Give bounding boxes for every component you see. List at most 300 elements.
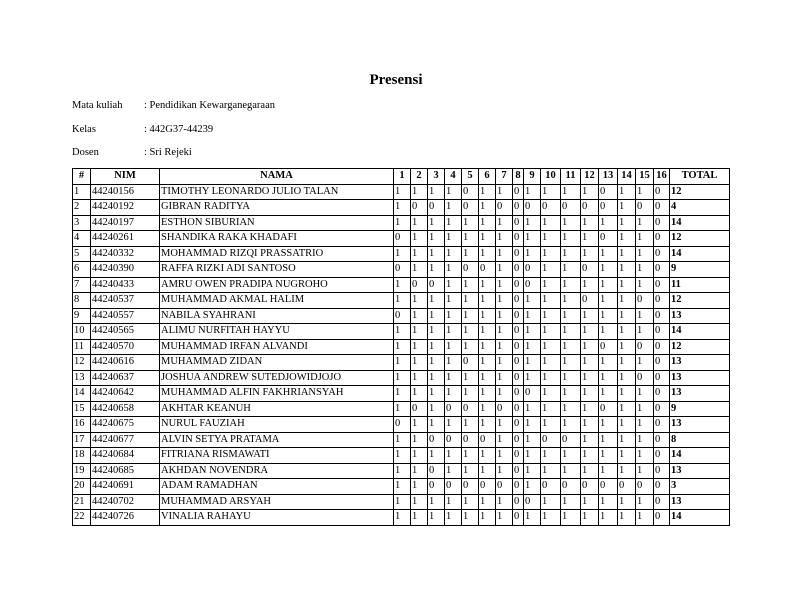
attendance-cell: 0: [654, 401, 670, 417]
attendance-cell: 0: [654, 293, 670, 309]
name-cell: TIMOTHY LEONARDO JULIO TALAN: [160, 184, 394, 200]
row-number-cell: 14: [73, 386, 91, 402]
attendance-cell: 1: [445, 293, 462, 309]
attendance-cell: 1: [411, 448, 428, 464]
name-cell: MUHAMMAD ARSYAH: [160, 494, 394, 510]
total-cell: 4: [670, 200, 730, 216]
attendance-cell: 1: [581, 417, 599, 433]
name-cell: AKHDAN NOVENDRA: [160, 463, 394, 479]
column-header: TOTAL: [670, 169, 730, 185]
attendance-cell: 1: [445, 448, 462, 464]
attendance-cell: 1: [541, 215, 561, 231]
total-cell: 13: [670, 308, 730, 324]
attendance-cell: 1: [479, 231, 496, 247]
attendance-cell: 1: [428, 448, 445, 464]
attendance-cell: 1: [479, 324, 496, 340]
attendance-cell: 1: [636, 494, 654, 510]
attendance-cell: 1: [636, 262, 654, 278]
attendance-cell: 1: [561, 417, 581, 433]
attendance-cell: 1: [479, 386, 496, 402]
attendance-cell: 1: [445, 324, 462, 340]
attendance-cell: 1: [636, 324, 654, 340]
attendance-cell: 1: [394, 432, 411, 448]
attendance-cell: 0: [654, 308, 670, 324]
nim-cell: 44240637: [91, 370, 160, 386]
attendance-cell: 1: [636, 277, 654, 293]
column-header: 8: [513, 169, 524, 185]
attendance-cell: 1: [411, 494, 428, 510]
attendance-cell: 1: [561, 370, 581, 386]
attendance-cell: 1: [561, 463, 581, 479]
attendance-cell: 1: [618, 262, 636, 278]
attendance-cell: 0: [581, 479, 599, 495]
attendance-cell: 1: [394, 339, 411, 355]
row-number-cell: 9: [73, 308, 91, 324]
attendance-cell: 1: [479, 339, 496, 355]
attendance-cell: 1: [394, 355, 411, 371]
attendance-cell: 1: [394, 246, 411, 262]
attendance-cell: 1: [411, 262, 428, 278]
attendance-cell: 0: [599, 401, 618, 417]
attendance-cell: 0: [654, 339, 670, 355]
attendance-cell: 1: [541, 494, 561, 510]
attendance-cell: 1: [599, 463, 618, 479]
attendance-cell: 1: [394, 324, 411, 340]
table-row: [73, 355, 730, 371]
attendance-cell: 0: [654, 231, 670, 247]
attendance-cell: 1: [618, 510, 636, 526]
attendance-cell: 1: [541, 339, 561, 355]
attendance-cell: 1: [411, 308, 428, 324]
attendance-cell: 0: [541, 479, 561, 495]
attendance-cell: 1: [479, 277, 496, 293]
attendance-cell: 1: [428, 401, 445, 417]
total-cell: 13: [670, 355, 730, 371]
attendance-cell: 1: [394, 494, 411, 510]
attendance-cell: 1: [496, 277, 513, 293]
attendance-cell: 1: [524, 293, 541, 309]
attendance-cell: 1: [599, 494, 618, 510]
column-header: 3: [428, 169, 445, 185]
attendance-cell: 1: [561, 184, 581, 200]
total-cell: 9: [670, 262, 730, 278]
attendance-cell: 1: [445, 200, 462, 216]
attendance-cell: 0: [445, 479, 462, 495]
nim-cell: 44240616: [91, 355, 160, 371]
attendance-cell: 1: [561, 401, 581, 417]
attendance-cell: 0: [541, 200, 561, 216]
attendance-cell: 1: [479, 510, 496, 526]
attendance-cell: 1: [411, 432, 428, 448]
attendance-cell: 1: [636, 231, 654, 247]
attendance-cell: 1: [411, 510, 428, 526]
attendance-cell: 1: [636, 215, 654, 231]
attendance-cell: 0: [524, 277, 541, 293]
row-number-cell: 7: [73, 277, 91, 293]
name-cell: NABILA SYAHRANI: [160, 308, 394, 324]
total-cell: 11: [670, 277, 730, 293]
table-row: [73, 184, 730, 200]
attendance-cell: 1: [496, 494, 513, 510]
attendance-cell: 1: [618, 293, 636, 309]
attendance-cell: 1: [445, 355, 462, 371]
attendance-cell: 1: [411, 370, 428, 386]
row-number-cell: 16: [73, 417, 91, 433]
attendance-cell: 1: [462, 215, 479, 231]
table-row: [73, 432, 730, 448]
attendance-cell: 1: [581, 386, 599, 402]
table-row: [73, 463, 730, 479]
attendance-cell: 1: [524, 510, 541, 526]
attendance-cell: 0: [513, 293, 524, 309]
attendance-cell: 1: [636, 448, 654, 464]
attendance-cell: 1: [445, 308, 462, 324]
attendance-cell: 1: [411, 355, 428, 371]
attendance-cell: 1: [428, 339, 445, 355]
attendance-cell: 0: [654, 355, 670, 371]
name-cell: GIBRAN RADITYA: [160, 200, 394, 216]
attendance-cell: 1: [462, 494, 479, 510]
attendance-cell: 1: [581, 463, 599, 479]
column-header: 4: [445, 169, 462, 185]
row-number-cell: 15: [73, 401, 91, 417]
table-row: [73, 308, 730, 324]
row-number-cell: 19: [73, 463, 91, 479]
attendance-cell: 0: [581, 200, 599, 216]
attendance-cell: 0: [599, 479, 618, 495]
attendance-cell: 1: [445, 339, 462, 355]
total-cell: 12: [670, 184, 730, 200]
attendance-cell: 1: [599, 510, 618, 526]
total-cell: 13: [670, 370, 730, 386]
attendance-cell: 0: [428, 463, 445, 479]
row-number-cell: 6: [73, 262, 91, 278]
attendance-cell: 1: [394, 479, 411, 495]
column-header: 11: [561, 169, 581, 185]
row-number-cell: 8: [73, 293, 91, 309]
attendance-cell: 0: [599, 200, 618, 216]
attendance-cell: 1: [561, 355, 581, 371]
row-number-cell: 20: [73, 479, 91, 495]
attendance-cell: 1: [479, 308, 496, 324]
attendance-cell: 1: [445, 262, 462, 278]
attendance-cell: 0: [541, 432, 561, 448]
attendance-cell: 1: [479, 215, 496, 231]
attendance-cell: 1: [428, 215, 445, 231]
attendance-cell: 1: [541, 370, 561, 386]
attendance-cell: 0: [513, 231, 524, 247]
column-header: 16: [654, 169, 670, 185]
attendance-cell: 1: [561, 324, 581, 340]
column-header: NAMA: [160, 169, 394, 185]
attendance-cell: 1: [541, 510, 561, 526]
nim-cell: 44240658: [91, 401, 160, 417]
attendance-cell: 0: [394, 262, 411, 278]
attendance-cell: 1: [496, 184, 513, 200]
attendance-cell: 0: [428, 200, 445, 216]
attendance-cell: 1: [479, 494, 496, 510]
attendance-cell: 0: [636, 293, 654, 309]
attendance-cell: 1: [394, 200, 411, 216]
attendance-cell: 1: [599, 417, 618, 433]
attendance-cell: 1: [561, 231, 581, 247]
attendance-cell: 1: [561, 293, 581, 309]
column-header: NIM: [91, 169, 160, 185]
attendance-cell: 0: [654, 370, 670, 386]
attendance-cell: 1: [496, 324, 513, 340]
row-number-cell: 5: [73, 246, 91, 262]
attendance-cell: 0: [513, 479, 524, 495]
attendance-cell: 1: [462, 463, 479, 479]
attendance-cell: 1: [636, 463, 654, 479]
attendance-cell: 0: [599, 184, 618, 200]
attendance-cell: 1: [394, 386, 411, 402]
attendance-cell: 0: [445, 401, 462, 417]
nim-cell: 44240390: [91, 262, 160, 278]
attendance-cell: 1: [541, 246, 561, 262]
attendance-cell: 1: [411, 324, 428, 340]
attendance-cell: 1: [428, 386, 445, 402]
nim-cell: 44240702: [91, 494, 160, 510]
attendance-cell: 1: [581, 510, 599, 526]
attendance-cell: 1: [394, 277, 411, 293]
nim-cell: 44240565: [91, 324, 160, 340]
attendance-cell: 1: [618, 386, 636, 402]
attendance-cell: 0: [636, 370, 654, 386]
attendance-cell: 1: [428, 262, 445, 278]
attendance-cell: 1: [394, 401, 411, 417]
total-cell: 9: [670, 401, 730, 417]
attendance-cell: 1: [541, 293, 561, 309]
row-number-cell: 12: [73, 355, 91, 371]
attendance-cell: 0: [654, 246, 670, 262]
attendance-cell: 1: [524, 432, 541, 448]
name-cell: AMRU OWEN PRADIPA NUGROHO: [160, 277, 394, 293]
attendance-cell: 0: [513, 401, 524, 417]
attendance-cell: 1: [524, 417, 541, 433]
name-cell: AKHTAR KEANUH: [160, 401, 394, 417]
attendance-cell: 1: [445, 231, 462, 247]
nim-cell: 44240677: [91, 432, 160, 448]
attendance-cell: 1: [496, 262, 513, 278]
attendance-cell: 1: [428, 370, 445, 386]
attendance-cell: 1: [445, 494, 462, 510]
row-number-cell: 1: [73, 184, 91, 200]
attendance-cell: 0: [462, 401, 479, 417]
attendance-cell: 1: [462, 277, 479, 293]
attendance-cell: 0: [654, 448, 670, 464]
column-header: 7: [496, 169, 513, 185]
attendance-cell: 1: [618, 355, 636, 371]
attendance-cell: 0: [654, 277, 670, 293]
attendance-cell: 1: [479, 246, 496, 262]
attendance-cell: 1: [411, 215, 428, 231]
attendance-cell: 1: [618, 184, 636, 200]
attendance-cell: 0: [581, 262, 599, 278]
attendance-cell: 1: [524, 355, 541, 371]
attendance-cell: 1: [618, 231, 636, 247]
attendance-cell: 1: [599, 262, 618, 278]
attendance-cell: 1: [411, 463, 428, 479]
attendance-cell: 1: [462, 231, 479, 247]
attendance-cell: 1: [581, 277, 599, 293]
column-header: 2: [411, 169, 428, 185]
attendance-cell: 1: [479, 401, 496, 417]
name-cell: ADAM RAMADHAN: [160, 479, 394, 495]
attendance-cell: 1: [561, 246, 581, 262]
name-cell: MUHAMMAD AKMAL HALIM: [160, 293, 394, 309]
table-row: [73, 262, 730, 278]
name-cell: RAFFA RIZKI ADI SANTOSO: [160, 262, 394, 278]
row-number-cell: 18: [73, 448, 91, 464]
attendance-cell: 1: [636, 308, 654, 324]
table-row: [73, 479, 730, 495]
attendance-cell: 0: [524, 494, 541, 510]
class-label: Kelas: [72, 124, 96, 135]
attendance-cell: 0: [462, 479, 479, 495]
attendance-cell: 1: [541, 463, 561, 479]
attendance-cell: 0: [513, 184, 524, 200]
attendance-cell: 1: [445, 246, 462, 262]
attendance-cell: 0: [479, 479, 496, 495]
row-number-cell: 2: [73, 200, 91, 216]
attendance-cell: 1: [524, 463, 541, 479]
nim-cell: 44240537: [91, 293, 160, 309]
attendance-cell: 0: [462, 262, 479, 278]
name-cell: ESTHON SIBURIAN: [160, 215, 394, 231]
attendance-cell: 0: [513, 246, 524, 262]
attendance-cell: 0: [496, 200, 513, 216]
attendance-cell: 1: [479, 463, 496, 479]
total-cell: 12: [670, 339, 730, 355]
total-cell: 14: [670, 324, 730, 340]
attendance-cell: 1: [462, 293, 479, 309]
table-row: [73, 200, 730, 216]
row-number-cell: 11: [73, 339, 91, 355]
attendance-cell: 0: [428, 277, 445, 293]
attendance-cell: 1: [462, 417, 479, 433]
attendance-cell: 1: [428, 231, 445, 247]
attendance-cell: 0: [411, 277, 428, 293]
attendance-cell: 1: [599, 386, 618, 402]
nim-cell: 44240433: [91, 277, 160, 293]
attendance-cell: 1: [394, 463, 411, 479]
attendance-cell: 1: [581, 448, 599, 464]
attendance-cell: 0: [394, 417, 411, 433]
attendance-cell: 1: [524, 215, 541, 231]
attendance-cell: 0: [654, 479, 670, 495]
attendance-cell: 0: [428, 432, 445, 448]
attendance-cell: 0: [513, 308, 524, 324]
attendance-cell: 1: [428, 246, 445, 262]
attendance-cell: 0: [654, 262, 670, 278]
attendance-cell: 1: [599, 448, 618, 464]
attendance-cell: 1: [599, 324, 618, 340]
attendance-cell: 0: [561, 200, 581, 216]
attendance-cell: 1: [561, 262, 581, 278]
nim-cell: 44240197: [91, 215, 160, 231]
attendance-cell: 1: [524, 308, 541, 324]
attendance-cell: 0: [599, 231, 618, 247]
attendance-cell: 0: [513, 463, 524, 479]
attendance-cell: 0: [513, 339, 524, 355]
attendance-cell: 1: [636, 417, 654, 433]
attendance-cell: 1: [411, 231, 428, 247]
name-cell: SHANDIKA RAKA KHADAFI: [160, 231, 394, 247]
attendance-cell: 1: [636, 386, 654, 402]
nim-cell: 44240684: [91, 448, 160, 464]
attendance-cell: 0: [479, 432, 496, 448]
row-number-cell: 3: [73, 215, 91, 231]
attendance-cell: 1: [618, 448, 636, 464]
attendance-cell: 0: [524, 386, 541, 402]
attendance-cell: 0: [654, 184, 670, 200]
attendance-cell: 1: [636, 184, 654, 200]
attendance-cell: 0: [513, 370, 524, 386]
attendance-cell: 1: [599, 432, 618, 448]
attendance-cell: 0: [524, 200, 541, 216]
attendance-cell: 1: [462, 386, 479, 402]
attendance-cell: 1: [581, 401, 599, 417]
attendance-cell: 1: [462, 448, 479, 464]
total-cell: 14: [670, 510, 730, 526]
attendance-cell: 1: [411, 293, 428, 309]
attendance-cell: 1: [581, 324, 599, 340]
attendance-cell: 1: [581, 246, 599, 262]
attendance-cell: 1: [618, 215, 636, 231]
total-cell: 12: [670, 231, 730, 247]
name-cell: JOSHUA ANDREW SUTEDJOWIDJOJO: [160, 370, 394, 386]
column-header: 10: [541, 169, 561, 185]
attendance-cell: 1: [479, 355, 496, 371]
attendance-cell: 1: [618, 324, 636, 340]
name-cell: FITRIANA RISMAWATI: [160, 448, 394, 464]
total-cell: 8: [670, 432, 730, 448]
attendance-cell: 0: [428, 479, 445, 495]
table-row: [73, 510, 730, 526]
attendance-cell: 1: [524, 324, 541, 340]
total-cell: 13: [670, 494, 730, 510]
nim-cell: 44240332: [91, 246, 160, 262]
attendance-cell: 0: [654, 200, 670, 216]
attendance-cell: 1: [428, 494, 445, 510]
table-row: [73, 494, 730, 510]
name-cell: MUHAMMAD ALFIN FAKHRIANSYAH: [160, 386, 394, 402]
attendance-cell: 1: [541, 231, 561, 247]
attendance-cell: 0: [636, 479, 654, 495]
attendance-cell: 1: [618, 401, 636, 417]
attendance-cell: 1: [496, 339, 513, 355]
attendance-cell: 0: [513, 324, 524, 340]
attendance-cell: 0: [654, 386, 670, 402]
column-header: #: [73, 169, 91, 185]
table-row: [73, 417, 730, 433]
course-value: : Pendidikan Kewarganegaraan: [144, 100, 276, 111]
attendance-cell: 0: [654, 432, 670, 448]
attendance-cell: 1: [496, 293, 513, 309]
attendance-cell: 1: [479, 293, 496, 309]
attendance-cell: 0: [513, 277, 524, 293]
row-number-cell: 17: [73, 432, 91, 448]
column-header: 14: [618, 169, 636, 185]
attendance-cell: 1: [581, 308, 599, 324]
table-row: [73, 231, 730, 247]
attendance-cell: 1: [411, 184, 428, 200]
total-cell: 13: [670, 386, 730, 402]
attendance-cell: 1: [394, 510, 411, 526]
attendance-cell: 0: [513, 510, 524, 526]
column-header: 13: [599, 169, 618, 185]
